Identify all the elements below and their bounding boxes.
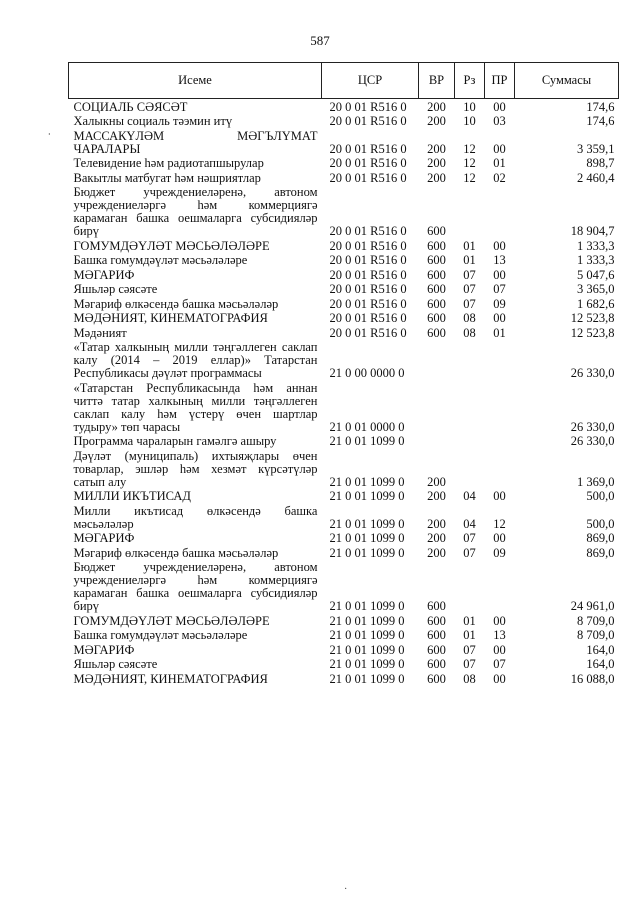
budget-table	[68, 62, 619, 686]
cell-rz: 07	[463, 267, 476, 282]
cell-csr: 21 0 01 1099 0	[329, 516, 405, 531]
cell-name: Яшьләр сәясәте	[73, 282, 158, 296]
cell-pr: 07	[493, 282, 506, 296]
cell-name: Вакытлы матбугат һәм нәшриятлар	[73, 170, 261, 185]
cell-csr: 20 0 01 R516 0	[329, 170, 407, 185]
cell-csr: 21 0 01 1099 0	[329, 671, 405, 686]
cell-sum: 3 365,0	[577, 282, 615, 296]
cell-pr: 09	[493, 545, 506, 560]
stray-mark: ⸳	[48, 128, 51, 139]
cell-sum: 8 709,0	[577, 628, 615, 642]
cell-sum: 5 047,6	[577, 267, 615, 282]
cell-sum: 2 460,4	[577, 170, 615, 185]
cell-sum: 8 709,0	[577, 613, 615, 628]
table-row	[69, 267, 619, 282]
table-row	[69, 545, 619, 560]
cell-rz: 04	[463, 489, 476, 503]
cell-sum: 164,0	[586, 642, 615, 657]
header-rz: Рз	[455, 63, 485, 99]
cell-pr: 13	[493, 253, 506, 267]
cell-rz: 07	[463, 282, 476, 296]
cell-sum: 174,6	[586, 99, 615, 114]
cell-name: Башка гомумдәүләт мәсьәләләре	[73, 628, 248, 642]
cell-sum: 24 961,0	[570, 599, 615, 613]
stray-mark: ·	[344, 884, 348, 895]
cell-csr: 20 0 01 R516 0	[329, 238, 407, 253]
cell-rz: 07	[463, 642, 476, 657]
cell-sum: 16 088,0	[570, 671, 615, 686]
cell-name: Милли икътисад өлкәсендә башка мәсьәләләр	[73, 503, 318, 531]
cell-pr: 12	[493, 516, 506, 531]
cell-csr: 21 0 01 1099 0	[329, 657, 405, 671]
cell-rz: 10	[463, 114, 476, 128]
table-row	[69, 185, 619, 239]
cell-rz: 01	[463, 238, 476, 253]
cell-sum: 3 359,1	[577, 141, 615, 156]
cell-vr: 600	[427, 325, 446, 340]
cell-csr: 21 0 01 1099 0	[329, 545, 405, 560]
cell-csr: 20 0 01 R516 0	[329, 267, 407, 282]
table-row	[69, 671, 619, 686]
table-row	[69, 628, 619, 643]
cell-name: Мәдәният	[73, 325, 127, 340]
cell-name: Мәгариф өлкәсендә башка мәсьәләләр	[73, 296, 279, 311]
cell-csr: 20 0 01 R516 0	[329, 325, 407, 340]
cell-sum: 1 333,3	[577, 238, 615, 253]
cell-csr: 21 0 01 1099 0	[329, 474, 405, 489]
table-row	[69, 657, 619, 672]
table-row	[69, 170, 619, 185]
table-row	[69, 489, 619, 504]
table-row	[69, 156, 619, 171]
cell-vr: 600	[427, 613, 446, 628]
cell-name: Программа чараларын гамәлгә ашыру	[73, 434, 277, 448]
cell-vr: 600	[427, 599, 446, 613]
cell-vr: 600	[427, 267, 446, 282]
table-row	[69, 282, 619, 297]
cell-rz: 01	[463, 613, 476, 628]
cell-csr: 21 0 01 1099 0	[329, 642, 405, 657]
header-vr: ВР	[419, 63, 455, 99]
cell-sum: 500,0	[586, 516, 615, 531]
cell-sum: 164,0	[586, 657, 615, 671]
cell-vr: 200	[427, 545, 446, 560]
cell-vr	[419, 434, 455, 449]
cell-csr: 20 0 01 R516 0	[329, 99, 407, 114]
cell-vr: 200	[427, 489, 446, 503]
cell-vr: 200	[427, 170, 446, 185]
cell-csr: 21 0 01 1099 0	[329, 613, 405, 628]
table-row	[69, 238, 619, 253]
cell-vr: 200	[427, 516, 446, 531]
cell-pr: 01	[493, 156, 506, 170]
cell-name: ГОМУМДӘҮЛӘТ МӘСЬӘЛӘЛӘРЕ	[73, 613, 270, 628]
cell-vr: 600	[427, 671, 446, 686]
table-row	[69, 560, 619, 614]
cell-vr	[419, 380, 455, 434]
cell-csr: 20 0 01 R516 0	[329, 311, 407, 325]
cell-name: Мәгариф өлкәсендә башка мәсьәләләр	[73, 545, 279, 560]
cell-csr: 20 0 01 R516 0	[329, 156, 407, 170]
cell-name: Яшьләр сәясәте	[73, 657, 158, 671]
cell-sum: 174,6	[586, 114, 615, 128]
cell-csr: 20 0 01 R516 0	[329, 114, 407, 128]
table-row	[69, 503, 619, 531]
cell-pr: 13	[493, 628, 506, 642]
cell-vr	[419, 340, 455, 381]
cell-csr: 20 0 01 R516 0	[329, 253, 407, 267]
cell-rz: 12	[463, 170, 476, 185]
cell-pr: 00	[493, 141, 506, 156]
header-csr: ЦСР	[322, 63, 419, 99]
cell-name: Халыкны социаль тәэмин итү	[73, 114, 233, 128]
cell-csr: 20 0 01 R516 0	[329, 141, 407, 156]
cell-sum: 18 904,7	[570, 224, 615, 238]
table-row	[69, 296, 619, 311]
cell-sum: 869,0	[586, 545, 615, 560]
cell-name: МӘДӘНИЯТ, КИНЕМАТОГРАФИЯ	[73, 311, 268, 325]
cell-name: ГОМУМДӘҮЛӘТ МӘСЬӘЛӘЛӘРЕ	[73, 238, 270, 253]
cell-pr: 02	[493, 170, 506, 185]
cell-rz: 07	[463, 531, 476, 545]
cell-pr	[485, 185, 515, 239]
cell-name: МӘГАРИФ	[73, 267, 135, 282]
cell-vr: 600	[427, 657, 446, 671]
cell-rz: 08	[463, 325, 476, 340]
cell-pr	[485, 560, 515, 614]
cell-vr: 200	[427, 141, 446, 156]
table-row	[69, 531, 619, 546]
cell-name: МАССАКҮЛӘМ МӘГЪЛҮМАТ ЧАРАЛАРЫ	[73, 128, 318, 156]
cell-rz	[455, 448, 485, 489]
header-sum: Суммасы	[515, 63, 619, 99]
cell-vr: 600	[427, 238, 446, 253]
table-row	[69, 128, 619, 156]
cell-sum: 1 682,6	[577, 296, 615, 311]
cell-name: «Татарстан Республикасында һәм аннан читтә татар халкының милли тәңгәллеген саклап калу һәм үстерү өчен шартлар тудыру» төп чарасы	[73, 380, 318, 434]
cell-rz: 07	[463, 296, 476, 311]
cell-vr: 200	[427, 114, 446, 128]
cell-name: Башка гомумдәүләт мәсьәләләре	[73, 253, 248, 267]
cell-vr: 600	[427, 296, 446, 311]
cell-rz	[455, 380, 485, 434]
cell-rz: 04	[463, 516, 476, 531]
cell-vr: 200	[427, 99, 446, 114]
table-row	[69, 99, 619, 114]
cell-rz: 10	[463, 99, 476, 114]
cell-name: МӘГАРИФ	[73, 531, 135, 545]
cell-name: СОЦИАЛЬ СӘЯСӘТ	[73, 99, 188, 114]
cell-csr: 20 0 01 R516 0	[329, 224, 407, 238]
header-pr: ПР	[485, 63, 515, 99]
cell-pr	[485, 434, 515, 449]
cell-rz: 12	[463, 156, 476, 170]
cell-csr: 21 0 01 0000 0	[329, 419, 405, 434]
cell-sum: 1 333,3	[577, 253, 615, 267]
cell-sum: 1 369,0	[577, 474, 615, 489]
cell-rz: 01	[463, 253, 476, 267]
cell-rz: 12	[463, 141, 476, 156]
cell-pr: 00	[493, 671, 506, 686]
cell-name: МИЛЛИ ИКЪТИСАД	[73, 489, 191, 503]
cell-sum: 26 330,0	[570, 419, 615, 434]
cell-csr: 20 0 01 R516 0	[329, 296, 407, 311]
cell-sum: 500,0	[586, 489, 615, 503]
cell-rz	[455, 185, 485, 239]
table-row	[69, 114, 619, 129]
table-row	[69, 253, 619, 268]
cell-name: МӘГАРИФ	[73, 642, 135, 657]
table-body	[69, 99, 619, 686]
cell-pr	[485, 380, 515, 434]
cell-name: Телевидение һәм радиотапшырулар	[73, 156, 264, 170]
cell-csr: 21 0 01 1099 0	[329, 599, 405, 613]
cell-pr: 00	[493, 99, 506, 114]
cell-rz: 08	[463, 671, 476, 686]
cell-rz	[455, 434, 485, 449]
cell-csr: 21 0 00 0000 0	[329, 366, 405, 380]
cell-name: МӘДӘНИЯТ, КИНЕМАТОГРАФИЯ	[73, 671, 268, 686]
table-header-row	[69, 63, 619, 99]
cell-name: Бюджет учреждениеләренә, автоном учреждениеләргә һәм коммерциягә карамаган башка оешмаларга субсидияләр бирү	[73, 185, 318, 238]
cell-rz: 01	[463, 628, 476, 642]
cell-csr: 21 0 01 1099 0	[329, 489, 405, 503]
cell-pr: 00	[493, 642, 506, 657]
header-name: Исеме	[69, 63, 322, 99]
cell-name: Бюджет учреждениеләренә, автоном учреждениеләргә һәм коммерциягә карамаган башка оешмаларга субсидияләр бирү	[73, 560, 318, 613]
cell-csr: 21 0 01 1099 0	[329, 531, 405, 545]
cell-vr: 200	[427, 156, 446, 170]
cell-pr: 01	[493, 325, 506, 340]
cell-pr: 00	[493, 238, 506, 253]
cell-vr: 600	[427, 224, 446, 238]
cell-pr: 00	[493, 489, 506, 503]
cell-csr: 21 0 01 1099 0	[329, 434, 405, 448]
table-row	[69, 434, 619, 449]
cell-pr: 03	[493, 114, 506, 128]
table-row	[69, 311, 619, 326]
cell-sum: 12 523,8	[570, 311, 615, 325]
cell-pr: 00	[493, 531, 506, 545]
table-row	[69, 380, 619, 434]
cell-sum: 898,7	[586, 156, 615, 170]
cell-name: Дәүләт (муниципаль) ихтыяҗлары өчен товарлар, эшләр һәм хезмәт күрсәтүләр сатып алу	[73, 448, 318, 489]
cell-rz: 07	[463, 657, 476, 671]
cell-pr: 00	[493, 311, 506, 325]
cell-vr: 600	[427, 282, 446, 296]
cell-rz: 08	[463, 311, 476, 325]
cell-rz	[455, 560, 485, 614]
cell-pr: 00	[493, 613, 506, 628]
page-number: 587	[310, 33, 330, 48]
table-row	[69, 642, 619, 657]
cell-sum: 869,0	[586, 531, 615, 545]
table-row	[69, 448, 619, 489]
cell-csr: 20 0 01 R516 0	[329, 282, 407, 296]
cell-pr	[485, 448, 515, 489]
cell-sum: 26 330,0	[570, 434, 615, 448]
cell-vr: 600	[427, 253, 446, 267]
cell-rz	[455, 340, 485, 381]
cell-vr: 600	[427, 642, 446, 657]
cell-pr	[485, 340, 515, 381]
cell-sum: 12 523,8	[570, 325, 615, 340]
cell-pr: 09	[493, 296, 506, 311]
table-row	[69, 613, 619, 628]
cell-rz: 07	[463, 545, 476, 560]
cell-vr: 200	[427, 531, 446, 545]
cell-vr: 600	[427, 628, 446, 642]
cell-name: «Татар халкының милли тәңгәллеген саклап калу (2014 – 2019 еллар)» Татарстан Республикасы дәүләт программасы	[73, 340, 318, 380]
table-row	[69, 325, 619, 340]
cell-pr: 00	[493, 267, 506, 282]
cell-sum: 26 330,0	[570, 366, 615, 380]
cell-csr: 21 0 01 1099 0	[329, 628, 405, 642]
cell-pr: 07	[493, 657, 506, 671]
cell-vr: 600	[427, 311, 446, 325]
table-row	[69, 340, 619, 381]
cell-vr: 200	[427, 474, 446, 489]
